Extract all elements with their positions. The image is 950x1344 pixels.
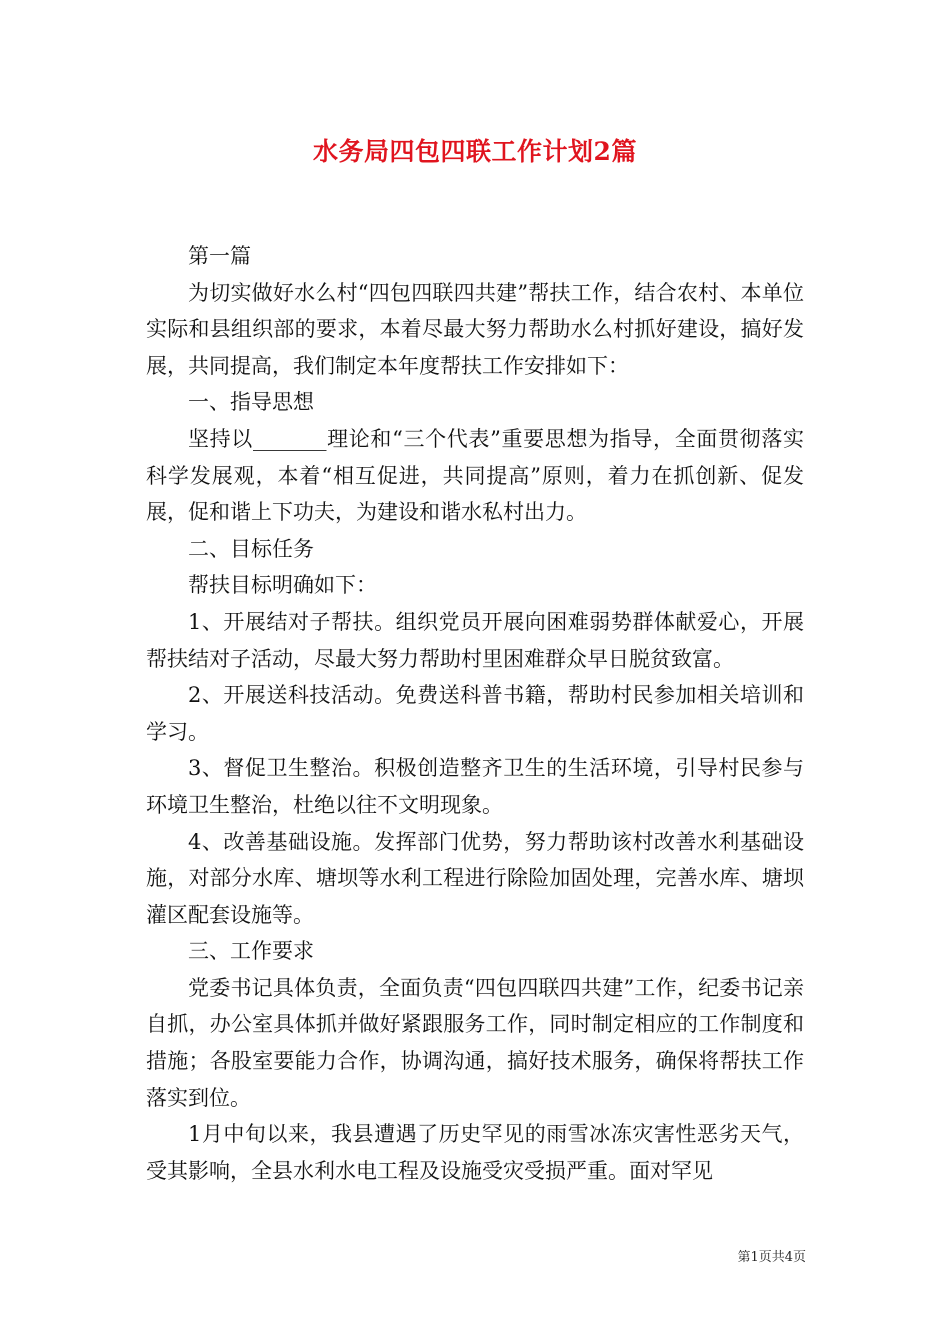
paragraph-goal-1: 1、开展结对子帮扶。组织党员开展向困难弱势群体献爱心，开展帮扶结对子活动，尽最大努力帮助村里困难群众早日脱贫致富。 [146, 609, 804, 671]
paragraph-goal-2: 2、开展送科技活动。免费送科普书籍，帮助村民参加相关培训和学习。 [146, 683, 804, 744]
document-title: 水务局四包四联工作计划2篇 [313, 137, 637, 166]
paragraph-goal-4: 4、改善基础设施。发挥部门优势，努力帮助该村改善水利基础设施，对部分水库、塘坝等水利工程进行除险加固处理，完善水库、塘坝灌区配套设施等。 [146, 829, 804, 927]
document-body [146, 238, 804, 1189]
paragraph-goals-intro: 帮扶目标明确如下： [188, 573, 377, 598]
paragraph-disaster: 1月中旬以来，我县遭遇了历史罕见的雨雪冰冻灾害性恶劣天气，受其影响，全县水利水电工程及设施受灾受损严重。面对罕见 [146, 1122, 804, 1183]
heading-guiding-ideology: 一、指导思想 [188, 390, 314, 415]
paragraph-section-label: 第一篇 [188, 244, 251, 268]
heading-goals-tasks: 二、目标任务 [188, 536, 314, 561]
paragraph-goal-3: 3、督促卫生整治。积极创造整齐卫生的生活环境，引导村民参与环境卫生整治，杜绝以往不文明现象。 [146, 756, 804, 817]
heading-work-requirements: 三、工作要求 [188, 939, 314, 964]
page-number-footer: 第1页共4页 [737, 1250, 806, 1265]
paragraph-intro: 为切实做好水么村“四包四联四共建”帮扶工作，结合农村、本单位实际和县组织部的要求，本着尽最大努力帮助水么村抓好建设，搞好发展，共同提高，我们制定本年度帮扶工作安排如下： [146, 280, 804, 378]
paragraph-work-requirements: 党委书记具体负责，全面负责“四包四联四共建”工作，纪委书记亲自抓，办公室具体抓并做好紧跟服务工作，同时制定相应的工作制度和措施；各股室要能力合作，协调沟通，搞好技术服务，确保将帮扶工作落实到位。 [146, 975, 804, 1110]
paragraph-guiding-ideology: 坚持以_______理论和“三个代表”重要思想为指导，全面贯彻落实科学发展观，本着“相互促进，共同提高”原则，着力在抓创新、促发展，促和谐上下功夫，为建设和谐水私村出力。 [146, 426, 804, 525]
